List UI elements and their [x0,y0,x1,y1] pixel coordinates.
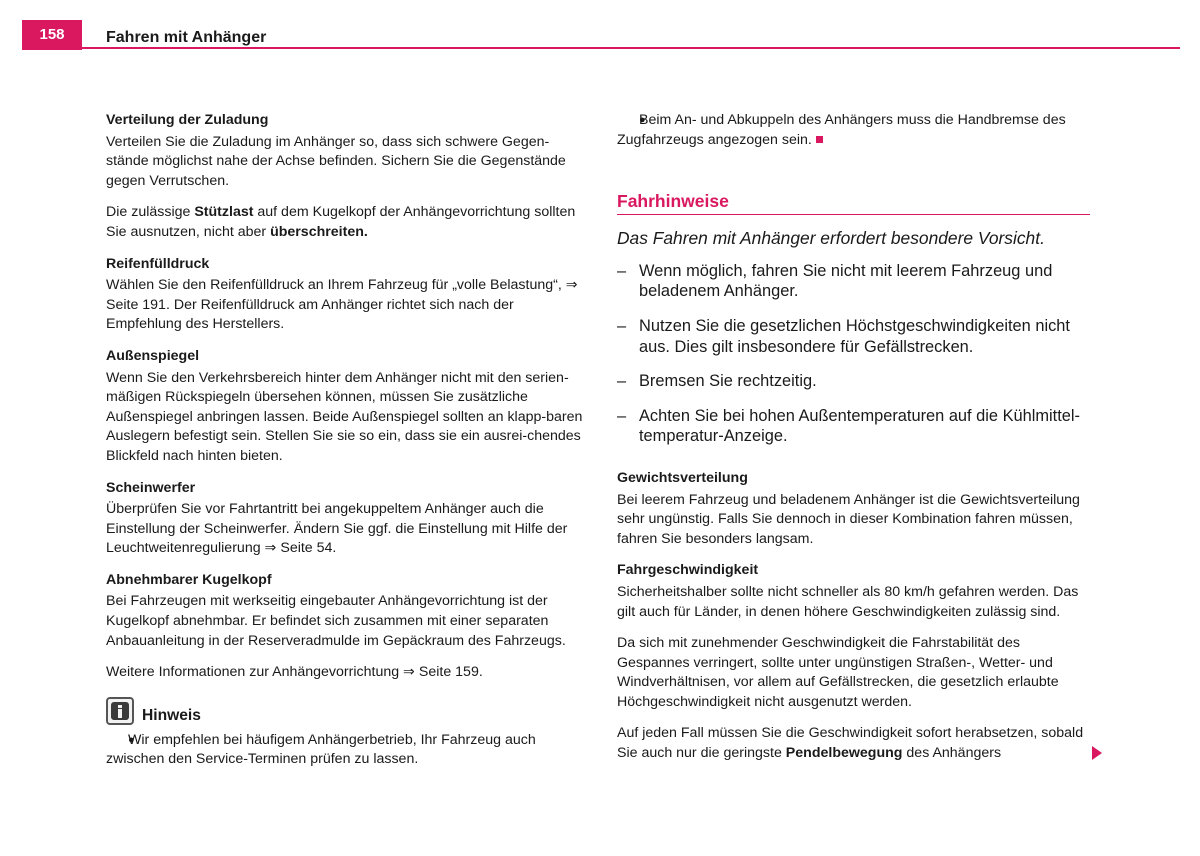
dash-marker: – [617,316,627,335]
hinweis-text: ● Wir empfehlen bei häufigem Anhängerbetrieb, Ihr Fahrzeug auch zwischen den Service-Terminen prüfen zu lassen. [106,731,586,770]
dash-marker: – [617,372,627,391]
heading-aussenspiegel: Außenspiegel [106,347,200,364]
text-scheinwerfer: Überprüfen Sie vor Fahrtantritt bei angekuppeltem Anhänger auch die Einstellung der Scheinwerfer. Ändern Sie ggf. die Einstellung mit Hilfe der Leuchtweitenregulierung ⇒ Seite 54. [106,501,568,557]
heading-reifenfuelldruck: Reifenfülldruck [106,255,210,272]
right-column [617,111,1090,776]
section-title-fahrhinweise: Fahrhinweise [617,192,1090,215]
list-item [617,406,1090,447]
header-rule [82,47,1180,49]
dash-marker: – [617,261,627,280]
lead-text: Das Fahren mit Anhänger erfordert besondere Vorsicht. [617,227,1045,248]
hinweis-title: Hinweis [142,706,201,724]
text-reifenfuelldruck: Wählen Sie den Reifenfülldruck an Ihrem Fahrzeug für „volle Belastung“, ⇒ Seite 191. Der Reifenfülldruck am Anhänger richtet sich nach der Empfehlung des Herstellers. [106,277,578,333]
continue-arrow-icon [1092,746,1102,760]
text-stuetzlast-bold2: überschreiten. [270,223,368,240]
text-fahrgeschwindigkeit-3 [617,724,1090,763]
heading-fahrgeschwindigkeit: Fahrgeschwindigkeit [617,562,759,579]
list-item-text: Achten Sie bei hohen Außentemperaturen auf die Kühlmittel-temperatur-Anzeige. [639,406,1081,446]
heading-gewichtsverteilung: Gewichtsverteilung [617,469,748,486]
list-item [617,371,1090,392]
text-fahrgeschwindigkeit-2: Da sich mit zunehmender Geschwindigkeit die Fahrstabilität des Gespannes verringert, sollte unter ungünstigen Straßen-, Wetter- und Windverhältnisen, vor allem auf Gefällstrecken, die gesetzlich erlaubte Höchgeschwindigkeit nicht ausgenutzt werden. [617,635,1059,710]
bullet-handbremse-text: Beim An- und Abkuppeln des Anhängers muss die Handbremse des Zugfahrzeugs angezogen sein. [617,112,1066,148]
list-item-text: Wenn möglich, fahren Sie nicht mit leerem Fahrzeug und beladenem Anhänger. [639,261,1053,301]
list-item-text: Nutzen Sie die gesetzlichen Höchstgeschwindigkeiten nicht aus. Dies gilt insbesondere für Gefällstrecken. [639,316,1070,356]
text-stuetzlast [106,203,586,242]
text-aussenspiegel: Wenn Sie den Verkehrsbereich hinter dem Anhänger nicht mit den serien-mäßigen Rückspiegeln übersehen können, müssen Sie zusätzliche Außenspiegel anbringen lassen. Beide Außenspiegel sollten an klapp-baren Auslegern befestigt sein. Stellen Sie sie so ein, dass sie ein ausrei-chendes Blickfeld nach hinten bieten. [106,369,583,464]
text-gewichtsverteilung: Bei leerem Fahrzeug und beladenem Anhänger ist die Gewichtsverteilung sehr ungünstig. Falls Sie dennoch in dieser Kombination fahren müssen, fahren Sie besonders langsam. [617,491,1080,547]
list-item [617,261,1090,302]
info-icon [106,697,134,725]
heading-zuladung: Verteilung der Zuladung [106,112,269,128]
text-pendel-a: Auf jeden Fall müssen Sie die Geschwindigkeit sofort herabsetzen, sobald Sie auch nur die geringste [617,725,1084,762]
left-column [106,111,586,770]
hinweis-box [106,697,586,731]
heading-scheinwerfer: Scheinwerfer [106,479,196,496]
text-kugelkopf: Bei Fahrzeugen mit werkseitig eingebauter Anhängevorrichtung ist der Kugelkopf abnehmbar. Er befindet sich zusammen mit einer separaten Anbauanleitung in der Reserveradmulde im Gepäckraum des Fahrzeugs. [106,593,566,649]
bullet-handbremse [617,111,1090,150]
header-title: Fahren mit Anhänger [106,29,267,46]
list-item [617,316,1090,357]
text-pendel-c: des Anhängers [902,745,1002,762]
text-pendel-bold: Pendelbewegung [785,745,903,762]
text-stuetzlast-a: Die zulässige [106,204,195,221]
dash-marker: – [617,406,627,425]
page-number: 158 [22,20,82,50]
heading-kugelkopf: Abnehmbarer Kugelkopf [106,571,272,588]
list-item-text: Bremsen Sie rechtzeitig. [639,372,817,391]
text-stuetzlast-c: auf dem Kugelkopf der Anhängevorrichtung sollten Sie ausnutzen, nicht aber [106,204,576,240]
page-header [0,0,1200,56]
end-marker-icon [816,136,823,143]
text-fahrgeschwindigkeit-1: Sicherheitshalber sollte nicht schneller als 80 km/h gefahren werden. Das gilt auch für Länder, in denen höhere Geschwindigkeiten zulässig sind. [617,583,1079,620]
text-stuetzlast-bold: Stützlast [194,204,254,221]
text-zuladung: Verteilen Sie die Zuladung im Anhänger so, dass sich schwere Gegen-stände möglichst nahe der Achse befinden. Sichern Sie die Gegenstände gegen Verrutschen. [106,133,566,189]
text-weitere-infos: Weitere Informationen zur Anhängevorrichtung ⇒ Seite 159. [106,664,483,681]
